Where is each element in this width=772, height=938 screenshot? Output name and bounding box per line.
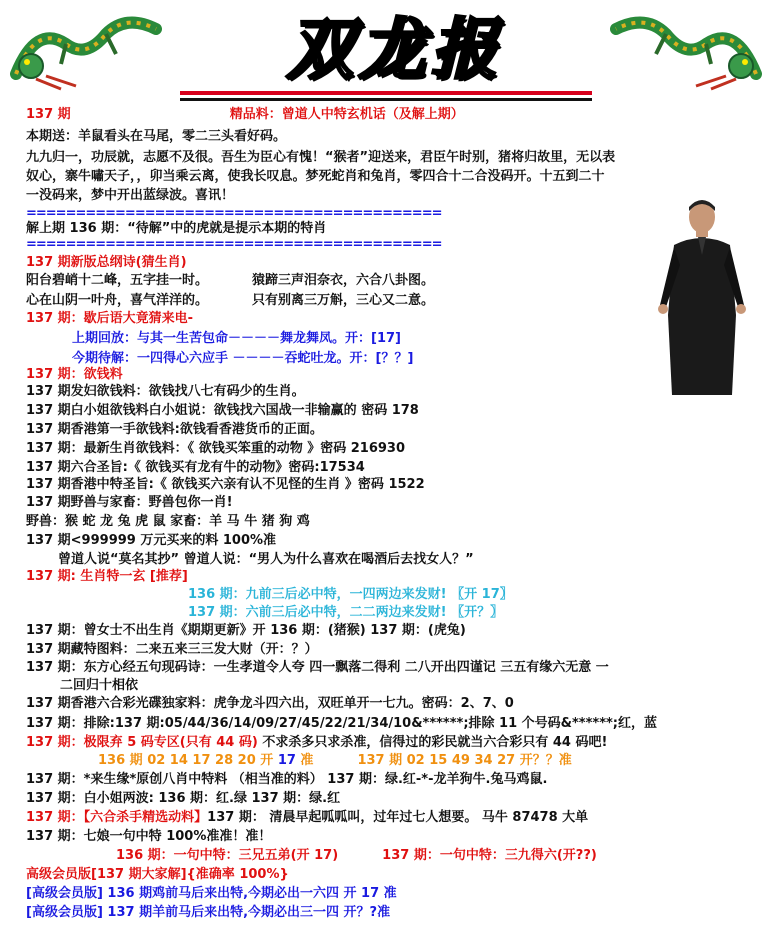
poem-line-1: 本期送：羊鼠看头在马尾，零二三头看好码。 bbox=[26, 129, 287, 144]
title-underline-red bbox=[180, 91, 592, 95]
more-line-10-red: 137 期：【六合杀手精选动料】 bbox=[26, 810, 208, 825]
more-line-12-a: 136 期：一句中特：三兄五弟(开 17) bbox=[116, 848, 339, 863]
separator-1: ========================================== bbox=[26, 206, 442, 221]
verse-row-2-left: 心在山阴一叶舟，喜气洋洋的。 bbox=[26, 293, 209, 308]
money-line-1: 137 期发妇欲钱料：欲钱找八七有码少的生肖。 bbox=[26, 384, 305, 399]
special-cyan-2: 137 期：六前三后必中特，二二两边来发财! 〖开？〗 bbox=[188, 605, 504, 620]
page-header bbox=[0, 0, 772, 100]
more-line-5: 137 期：排除:137 期:05/44/36/14/09/27/45/22/21/34/10&******;排除 11 个号码&******;红，蓝 bbox=[26, 716, 657, 731]
dragon-icon bbox=[606, 4, 766, 94]
money-line-10: 曾道人说“莫名其抄” 曾道人说：“男人为什么喜欢在喝酒后去找女人？” bbox=[58, 552, 474, 567]
more-line-11: 137 期：七娘一句中特 100%准准！准！ bbox=[26, 829, 272, 844]
money-line-8: 野兽：猴 蛇 龙 兔 虎 鼠 家畜：羊 马 牛 猪 狗 鸡 bbox=[26, 514, 310, 529]
more-line-8: 137 期：*来生缘*原创八肖中特料 （相当准的料） 137 期：绿.红-*-龙羊狗牛.兔马鸡鼠. bbox=[26, 772, 548, 787]
verse-row-1 bbox=[26, 272, 434, 289]
verse-row-1-left: 阳台碧峭十二峰，五字挂一时。 bbox=[26, 273, 209, 288]
money-title: 137 期：欲钱料 bbox=[26, 367, 123, 382]
poem-line-3: 奴心，寨牛嘯天子，，卯当乘云离，使我长叹息。梦死蛇肖和兔肖，零四合十二合没码开。十五到二十 bbox=[26, 169, 605, 184]
verse-title: 137 期新版总纲诗(猜生肖) bbox=[26, 255, 187, 270]
vip-line-1: [高级会员版] 136 期鸡前马后来出特,今期必出一六四 开 17 准 bbox=[26, 886, 397, 901]
more-line-7 bbox=[98, 752, 572, 769]
dragon-icon bbox=[6, 4, 166, 94]
more-line-6-black: 不求杀多只求杀准，信得过的彩民就当六合彩只有 44 码吧! bbox=[257, 735, 608, 750]
verse-row-1-right: 猿蹄三声泪奈衣，六合八卦图。 bbox=[252, 273, 435, 288]
title-underline-black bbox=[180, 98, 592, 101]
riddle-title: 137 期：歇后语大竟猜来电- bbox=[26, 311, 194, 326]
more-line-6 bbox=[26, 734, 607, 751]
money-line-3: 137 期香港第一手欲钱料:欲钱看香港货币的正面。 bbox=[26, 422, 323, 437]
money-line-7: 137 期野兽与家畜：野兽包你一肖! bbox=[26, 495, 233, 510]
special-cyan-1: 136 期：九前三后必中特，一四两边来发财! 〖开 17〗 bbox=[188, 587, 513, 602]
money-line-5: 137 期六合圣旨:《 欲钱买有龙有牛的动物》密码:17534 bbox=[26, 460, 365, 475]
more-line-7-a: 136 期 02 14 17 28 20 开 bbox=[98, 753, 278, 768]
poem-line-2: 九九归一，功辰就，志愿不及很。吾生为臣心有愧！“猴者”迎送来，君臣午时别，猪将归故里，无以表 bbox=[26, 150, 616, 165]
more-line-12 bbox=[116, 847, 597, 864]
issue-line bbox=[26, 106, 464, 123]
page-title: 双龙报 bbox=[287, 10, 503, 88]
more-line-7-d: 137 期 02 15 49 34 27 开？？准 bbox=[357, 753, 572, 768]
more-line-4: 137 期香港六合彩光碟独家料：虎争龙斗四六出，双旺单开一七九。密码：2、7、0 bbox=[26, 696, 514, 711]
verse-row-2 bbox=[26, 292, 434, 309]
more-line-10 bbox=[26, 809, 588, 826]
special-title: 137 期: 生肖特一玄 [推荐] bbox=[26, 569, 188, 584]
vip-line-2: [高级会员版] 137 期羊前马后来出特,今期必出三一四 开？?准 bbox=[26, 905, 391, 920]
more-line-2: 137 期藏特图料：二来五来三三发大财（开：？） bbox=[26, 642, 318, 657]
person-figure-icon bbox=[652, 195, 750, 400]
riddle-last: 上期回放：与其一生苦包命－－－－舞龙舞凤。开：[17] bbox=[72, 331, 401, 346]
more-line-1: 137 期：曾女士不出生肖《期期更新》开 136 期：(猪猴) 137 期：(虎兔) bbox=[26, 623, 466, 638]
more-line-3: 137 期：东方心经五句现码诗：一生孝道令人夸 四一飘落二得利 二八开出四谨记 三五有缘六无意 一 bbox=[26, 660, 609, 675]
more-line-3b: 二回归十相依 bbox=[60, 678, 139, 693]
more-line-12-b: 137 期：一句中特：三九得六(开??) bbox=[382, 848, 597, 863]
more-line-9: 137 期：白小姐两波: 136 期：红.绿 137 期：绿.红 bbox=[26, 791, 341, 806]
issue-period: 137 期 bbox=[26, 107, 71, 122]
poem-line-4: 一没码来，梦中开出蓝绿波。喜讯！ bbox=[26, 188, 235, 203]
riddle-now: 今期待解：一四得心六应手 －－－－吞蛇吐龙。开：[？？] bbox=[72, 351, 414, 366]
explain-line: 解上期 136 期：“待解”中的虎就是提示本期的特肖 bbox=[26, 221, 327, 236]
more-line-7-b: 17 bbox=[277, 753, 296, 768]
more-line-7-c: 准 bbox=[295, 753, 314, 768]
separator-2: ========================================== bbox=[26, 237, 442, 252]
verse-row-2-right: 只有别离三万斛，三心又二意。 bbox=[252, 293, 435, 308]
money-line-6: 137 期香港中特圣旨:《 欲钱买六亲有认不见怪的生肖 》密码 1522 bbox=[26, 477, 425, 492]
issue-headline: 精品料：曾道人中特玄机话（及解上期） bbox=[229, 107, 464, 122]
more-line-10-black: 137 期： 清晨早起呱呱叫，过年过七人想要。 马牛 87478 大单 bbox=[207, 810, 589, 825]
more-line-6-red: 137 期：极限弃 5 码专区(只有 44 码) bbox=[26, 735, 258, 750]
money-line-9: 137 期<999999 万元买来的料 100%准 bbox=[26, 533, 277, 548]
money-line-4: 137 期：最新生肖欲钱料：《 欲钱买笨重的动物 》密码 216930 bbox=[26, 441, 406, 456]
vip-title: 高级会员版[137 期大家解]{准确率 100%} bbox=[26, 867, 289, 882]
money-line-2: 137 期白小姐欲钱料白小姐说：欲钱找六国战一非输赢的 密码 178 bbox=[26, 403, 419, 418]
